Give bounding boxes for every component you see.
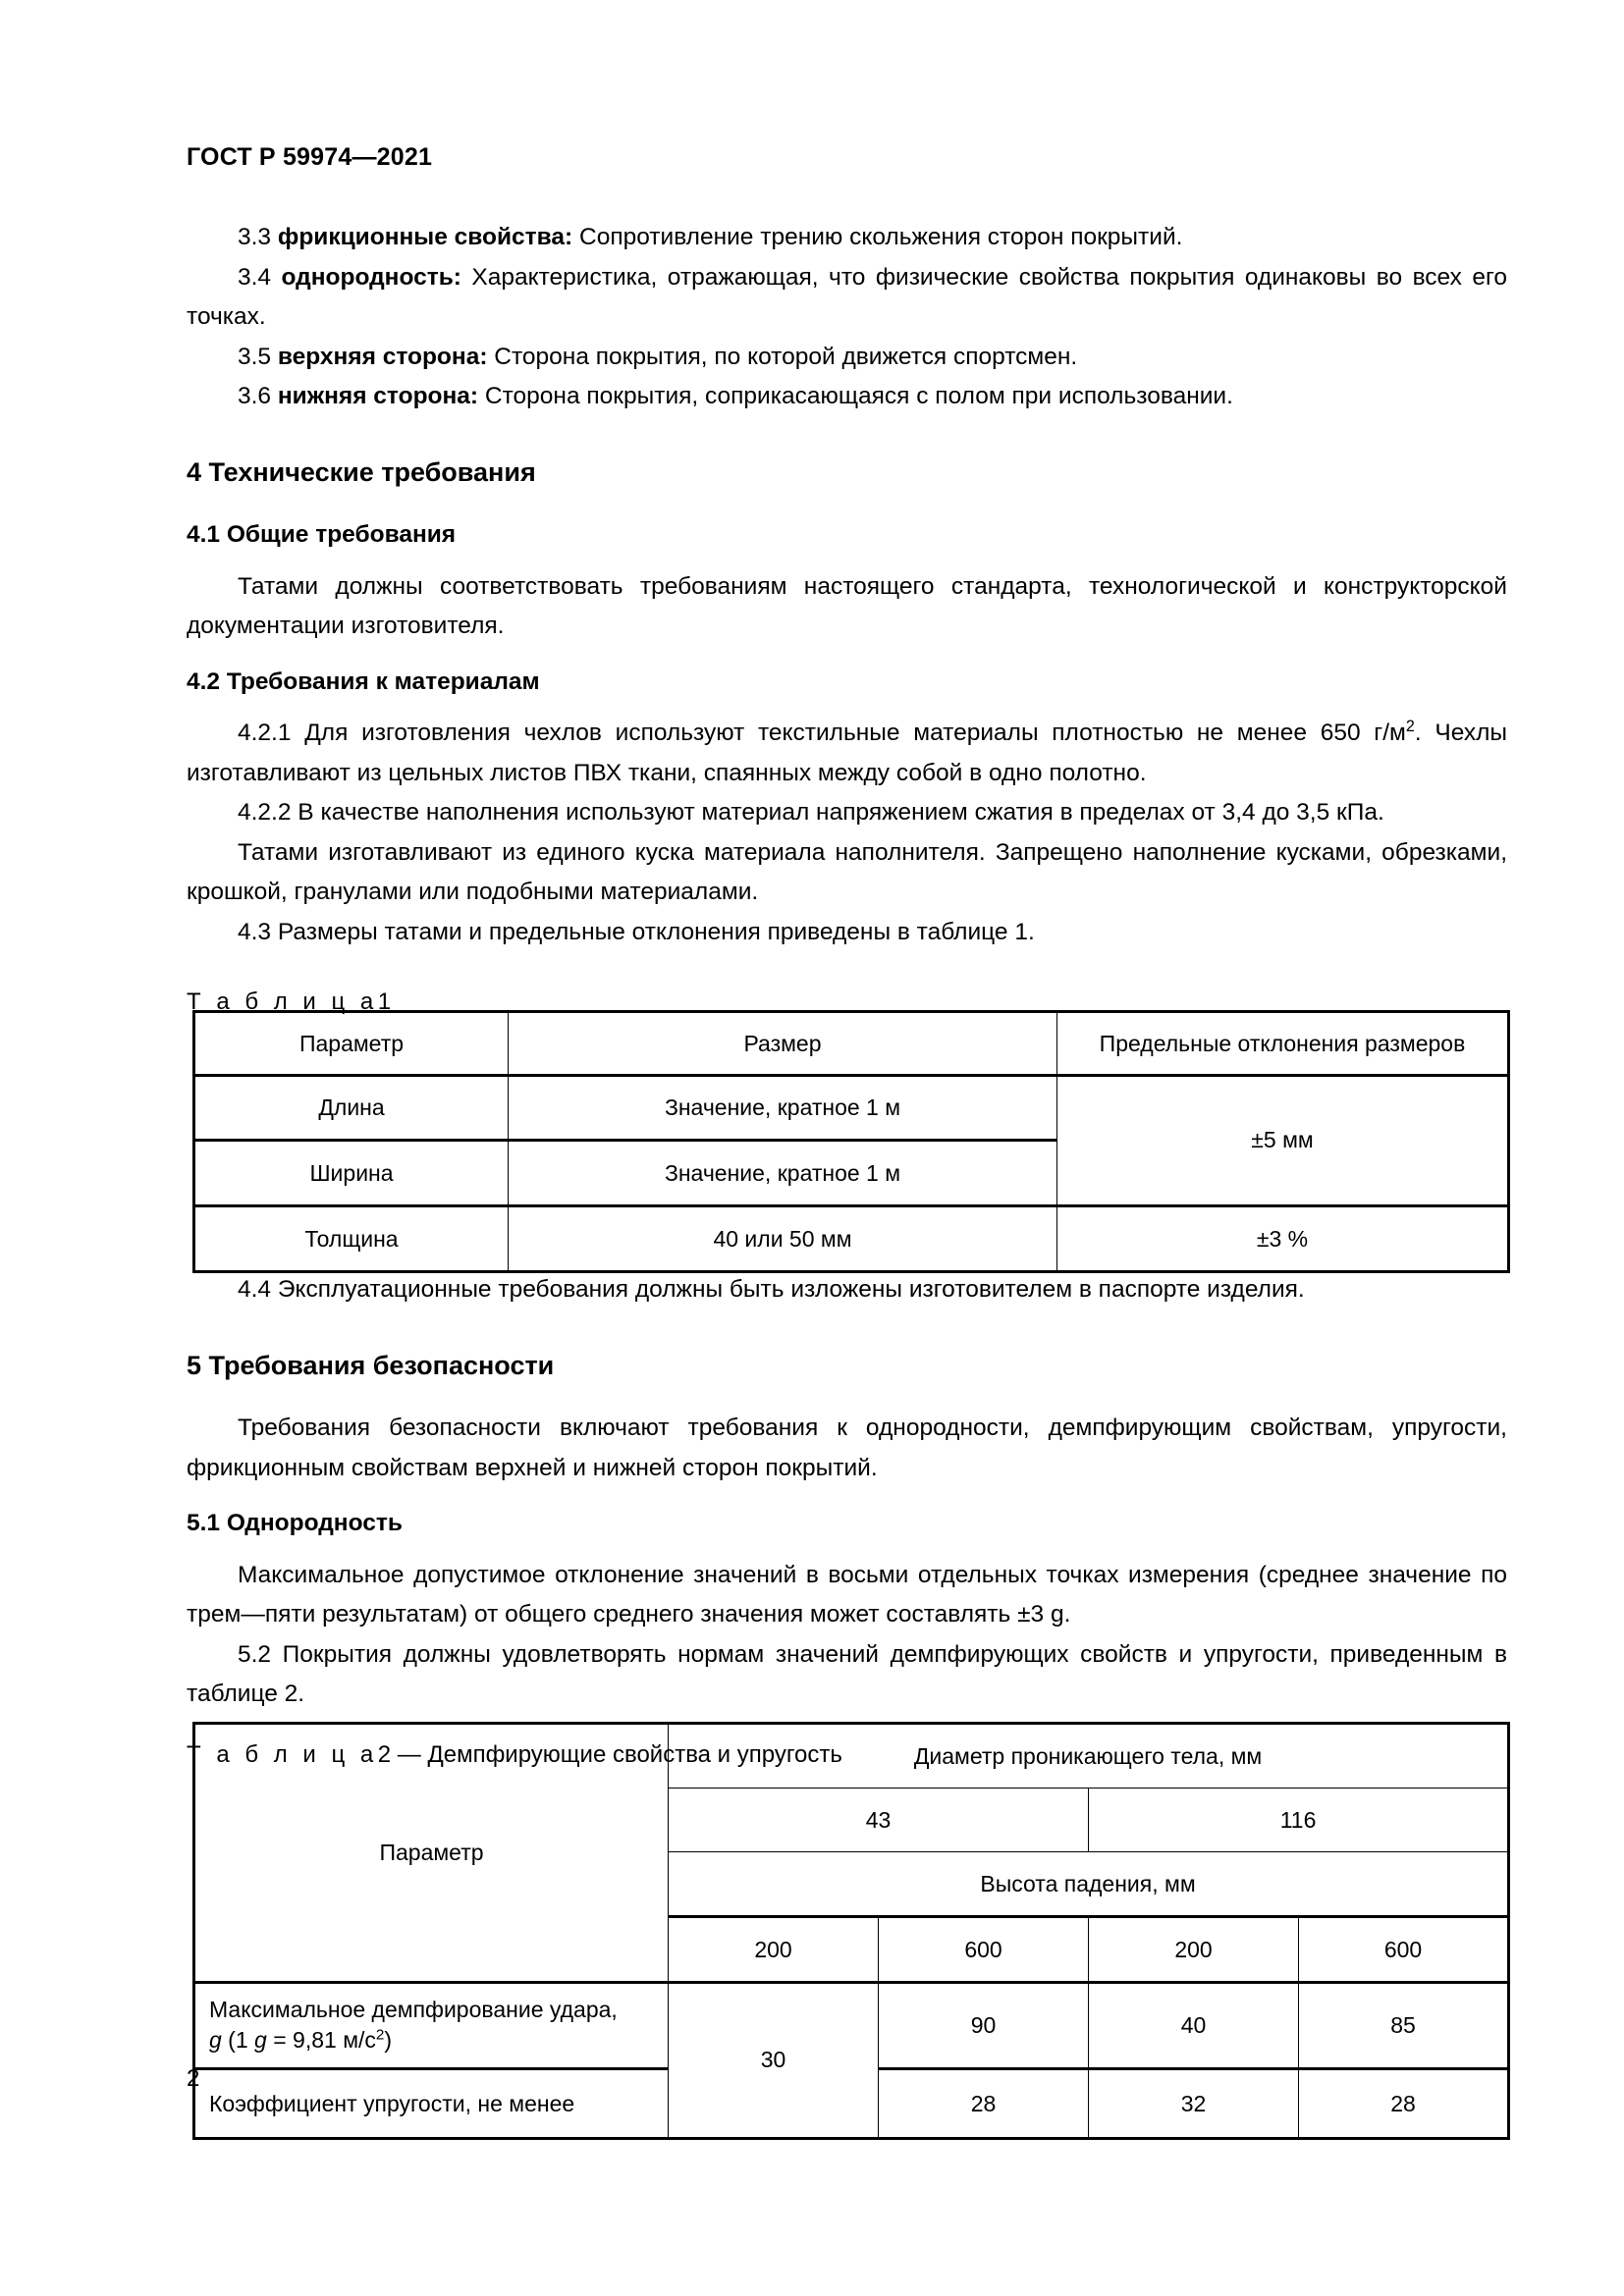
table-1-cell-param-thickness: Толщина: [194, 1206, 509, 1272]
table-2-cell-damping-116-200: 40: [1089, 1982, 1299, 2069]
table-2-label-damping-g2: g: [254, 2027, 267, 2053]
term-3-3: [187, 218, 1507, 258]
spacer: [187, 952, 1507, 986]
table-2-label-damping-g1: g: [209, 2027, 222, 2053]
table-2-cell-elasticity-116-600: 28: [1299, 2069, 1509, 2139]
spacer: [187, 1488, 1507, 1504]
paragraph-4-2-2: 4.2.2 В качестве наполнения используют материал напряжением сжатия в пределах от 3,4 до 3,5 кПа.: [238, 799, 1384, 826]
paragraph-4-2-1-text-a: Для изготовления чехлов используют текстильные материалы плотностью не менее 650 г/м: [291, 720, 1406, 746]
table-2-header-height-43-200: 200: [669, 1917, 879, 1983]
table-2-caption-word: Т а б л и ц а: [187, 1740, 378, 1768]
superscript-square: 2: [375, 2026, 385, 2044]
table-1-cell-size-length: Значение, кратное 1 м: [509, 1075, 1057, 1141]
table-2-header-height-116-600: 600: [1299, 1917, 1509, 1983]
document-body: [187, 218, 1507, 1772]
table-1-header-size: Размер: [509, 1012, 1057, 1076]
term-3-4-definition: Характеристика, отражающая, что физические свойства покрытия одинаковы во всех его точках.: [187, 263, 1508, 330]
table-2-cell-damping-43-200: 30: [669, 1982, 879, 2139]
paragraph-5-0: Требования безопасности включают требования к однородности, демпфирующим свойствам, упругости, фрикционным свойствам верхней и нижней сторон покрытий.: [187, 1415, 1507, 1481]
table-2-cell-damping-43-600: 90: [879, 1982, 1089, 2069]
table-2-header-height-116-200: 200: [1089, 1917, 1299, 1983]
table-2-group-header-row: [194, 1724, 1509, 1789]
table-1-cell-param-width: Ширина: [194, 1141, 509, 1206]
spacer: [187, 1310, 1507, 1346]
table-row: [194, 1982, 1509, 2069]
table-2-cell-damping-116-600: 85: [1299, 1982, 1509, 2069]
table-row: [194, 1206, 1509, 1272]
term-3-3-term: фрикционные свойства:: [277, 224, 573, 250]
table-2-header-param: Параметр: [194, 1724, 669, 1983]
subsection-heading-4-2: 4.2 Требования к материалам: [187, 667, 540, 695]
paragraph-4-2-1-text-b: . Чехлы изготавливают из цельных листов ПВХ ткани, спаянных между собой в одно полотно.: [187, 720, 1507, 786]
spacer: [187, 492, 1507, 515]
table-1-cell-size-thickness: 40 или 50 мм: [509, 1206, 1057, 1272]
spacer: [187, 417, 1507, 453]
section-heading-5: 5 Требования безопасности: [187, 1350, 555, 1380]
table-2-label-damping-line1: Максимальное демпфирование удара,: [209, 1997, 618, 2022]
term-3-5-term: верхняя сторона:: [277, 343, 488, 370]
table-2-caption-title: — Демпфирующие свойства и упругость: [397, 1740, 842, 1768]
spacer: [187, 647, 1507, 663]
paragraph-4-1: Татами должны соответствовать требованиям настоящего стандарта, технологической и конструкторской документации изготовителя.: [187, 572, 1507, 639]
term-3-3-definition: Сопротивление трению скольжения сторон покрытий.: [572, 224, 1183, 250]
table-1-caption-word: Т а б л и ц а: [187, 988, 378, 1015]
term-3-5-definition: Сторона покрытия, по которой движется спортсмен.: [487, 343, 1078, 370]
term-3-4: [187, 258, 1507, 338]
subsection-heading-4-1: 4.1 Общие требования: [187, 521, 457, 548]
table-2-label-damping-end: ): [384, 2027, 393, 2053]
paragraph-5-1-1: Максимальное допустимое отклонение значений в восьми отдельных точках измерения (среднее значение по трем—пяти результатам) от общего среднего значения может составлять ±3 g.: [187, 1561, 1507, 1628]
table-1: [192, 1010, 1510, 1273]
table-2-label-damping-mid: (1: [221, 2027, 255, 2053]
paragraph-4-4: 4.4 Эксплуатационные требования должны быть изложены изготовителем в паспорте изделия.: [238, 1276, 1305, 1303]
paragraph-4-2-1-number: 4.2.1: [238, 720, 292, 746]
term-3-4-term: однородность:: [281, 263, 461, 291]
table-2-header-height-43-600: 600: [879, 1917, 1089, 1983]
spacer: [187, 556, 1507, 567]
term-3-6-number: 3.6: [238, 383, 272, 409]
term-3-4-number: 3.4: [238, 263, 272, 291]
term-3-5-number: 3.5: [238, 343, 272, 370]
table-1-cell-param-length: Длина: [194, 1075, 509, 1141]
table-1-cell-tolerance-merged: ±5 мм: [1057, 1075, 1509, 1206]
table-2-header-diameter-group: Диаметр проникающего тела, мм: [669, 1724, 1509, 1789]
table-2: [192, 1722, 1510, 2140]
spacer: [187, 1544, 1507, 1556]
term-3-6-term: нижняя сторона:: [277, 383, 479, 409]
term-3-5: [187, 338, 1507, 378]
table-1-cell-size-width: Значение, кратное 1 м: [509, 1141, 1057, 1206]
table-1-header-param: Параметр: [194, 1012, 509, 1076]
table-2-cell-label-elasticity: Коэффициент упругости, не менее: [194, 2069, 669, 2139]
table-1-container: [192, 1010, 1507, 1273]
table-2-header-drop-height: Высота падения, мм: [669, 1852, 1509, 1917]
table-2-cell-elasticity-116-200: 32: [1089, 2069, 1299, 2139]
paragraph-4-3: 4.3 Размеры татами и предельные отклонения приведены в таблице 1.: [238, 918, 1035, 945]
table-2-header-diameter-43: 43: [669, 1789, 1089, 1852]
table-2-header-diameter-116: 116: [1089, 1789, 1509, 1852]
paragraph-4-2-1: [187, 714, 1507, 793]
document-header: ГОСТ Р 59974—2021: [187, 143, 433, 171]
spacer: [187, 702, 1507, 714]
spacer: [187, 1385, 1507, 1409]
table-2-cell-elasticity-43-600: 28: [879, 2069, 1089, 2139]
table-2-caption-number: 2: [377, 1740, 392, 1768]
table-2-label-damping-post: = 9,81 м/с: [266, 2027, 376, 2053]
page-number: 2: [187, 2065, 200, 2092]
table-1-header-tolerance: Предельные отклонения размеров: [1057, 1012, 1509, 1076]
superscript-square: 2: [1405, 717, 1415, 735]
paragraph-5-2: 5.2 Покрытия должны удовлетворять нормам значений демпфирующих свойств и упругости, приведенным в таблице 2.: [187, 1640, 1507, 1707]
subsection-heading-5-1: 5.1 Однородность: [187, 1510, 403, 1536]
table-row: [194, 1075, 1509, 1141]
term-3-3-number: 3.3: [238, 224, 272, 250]
table-2-cell-label-damping: [194, 1982, 669, 2069]
term-3-6: [187, 377, 1507, 417]
paragraph-4-2-3: Татами изготавливают из единого куска материала наполнителя. Запрещено наполнение кусками, обрезками, крошкой, гранулами или подобными материалами.: [187, 838, 1507, 905]
table-1-cell-tolerance-thickness: ±3 %: [1057, 1206, 1509, 1272]
term-3-6-definition: Сторона покрытия, соприкасающаяся с полом при использовании.: [478, 383, 1233, 409]
table-1-caption-number: 1: [377, 988, 392, 1015]
table-1-header-row: [194, 1012, 1509, 1076]
table-2-container: [192, 1722, 1507, 2140]
section-heading-4: 4 Технические требования: [187, 456, 536, 487]
